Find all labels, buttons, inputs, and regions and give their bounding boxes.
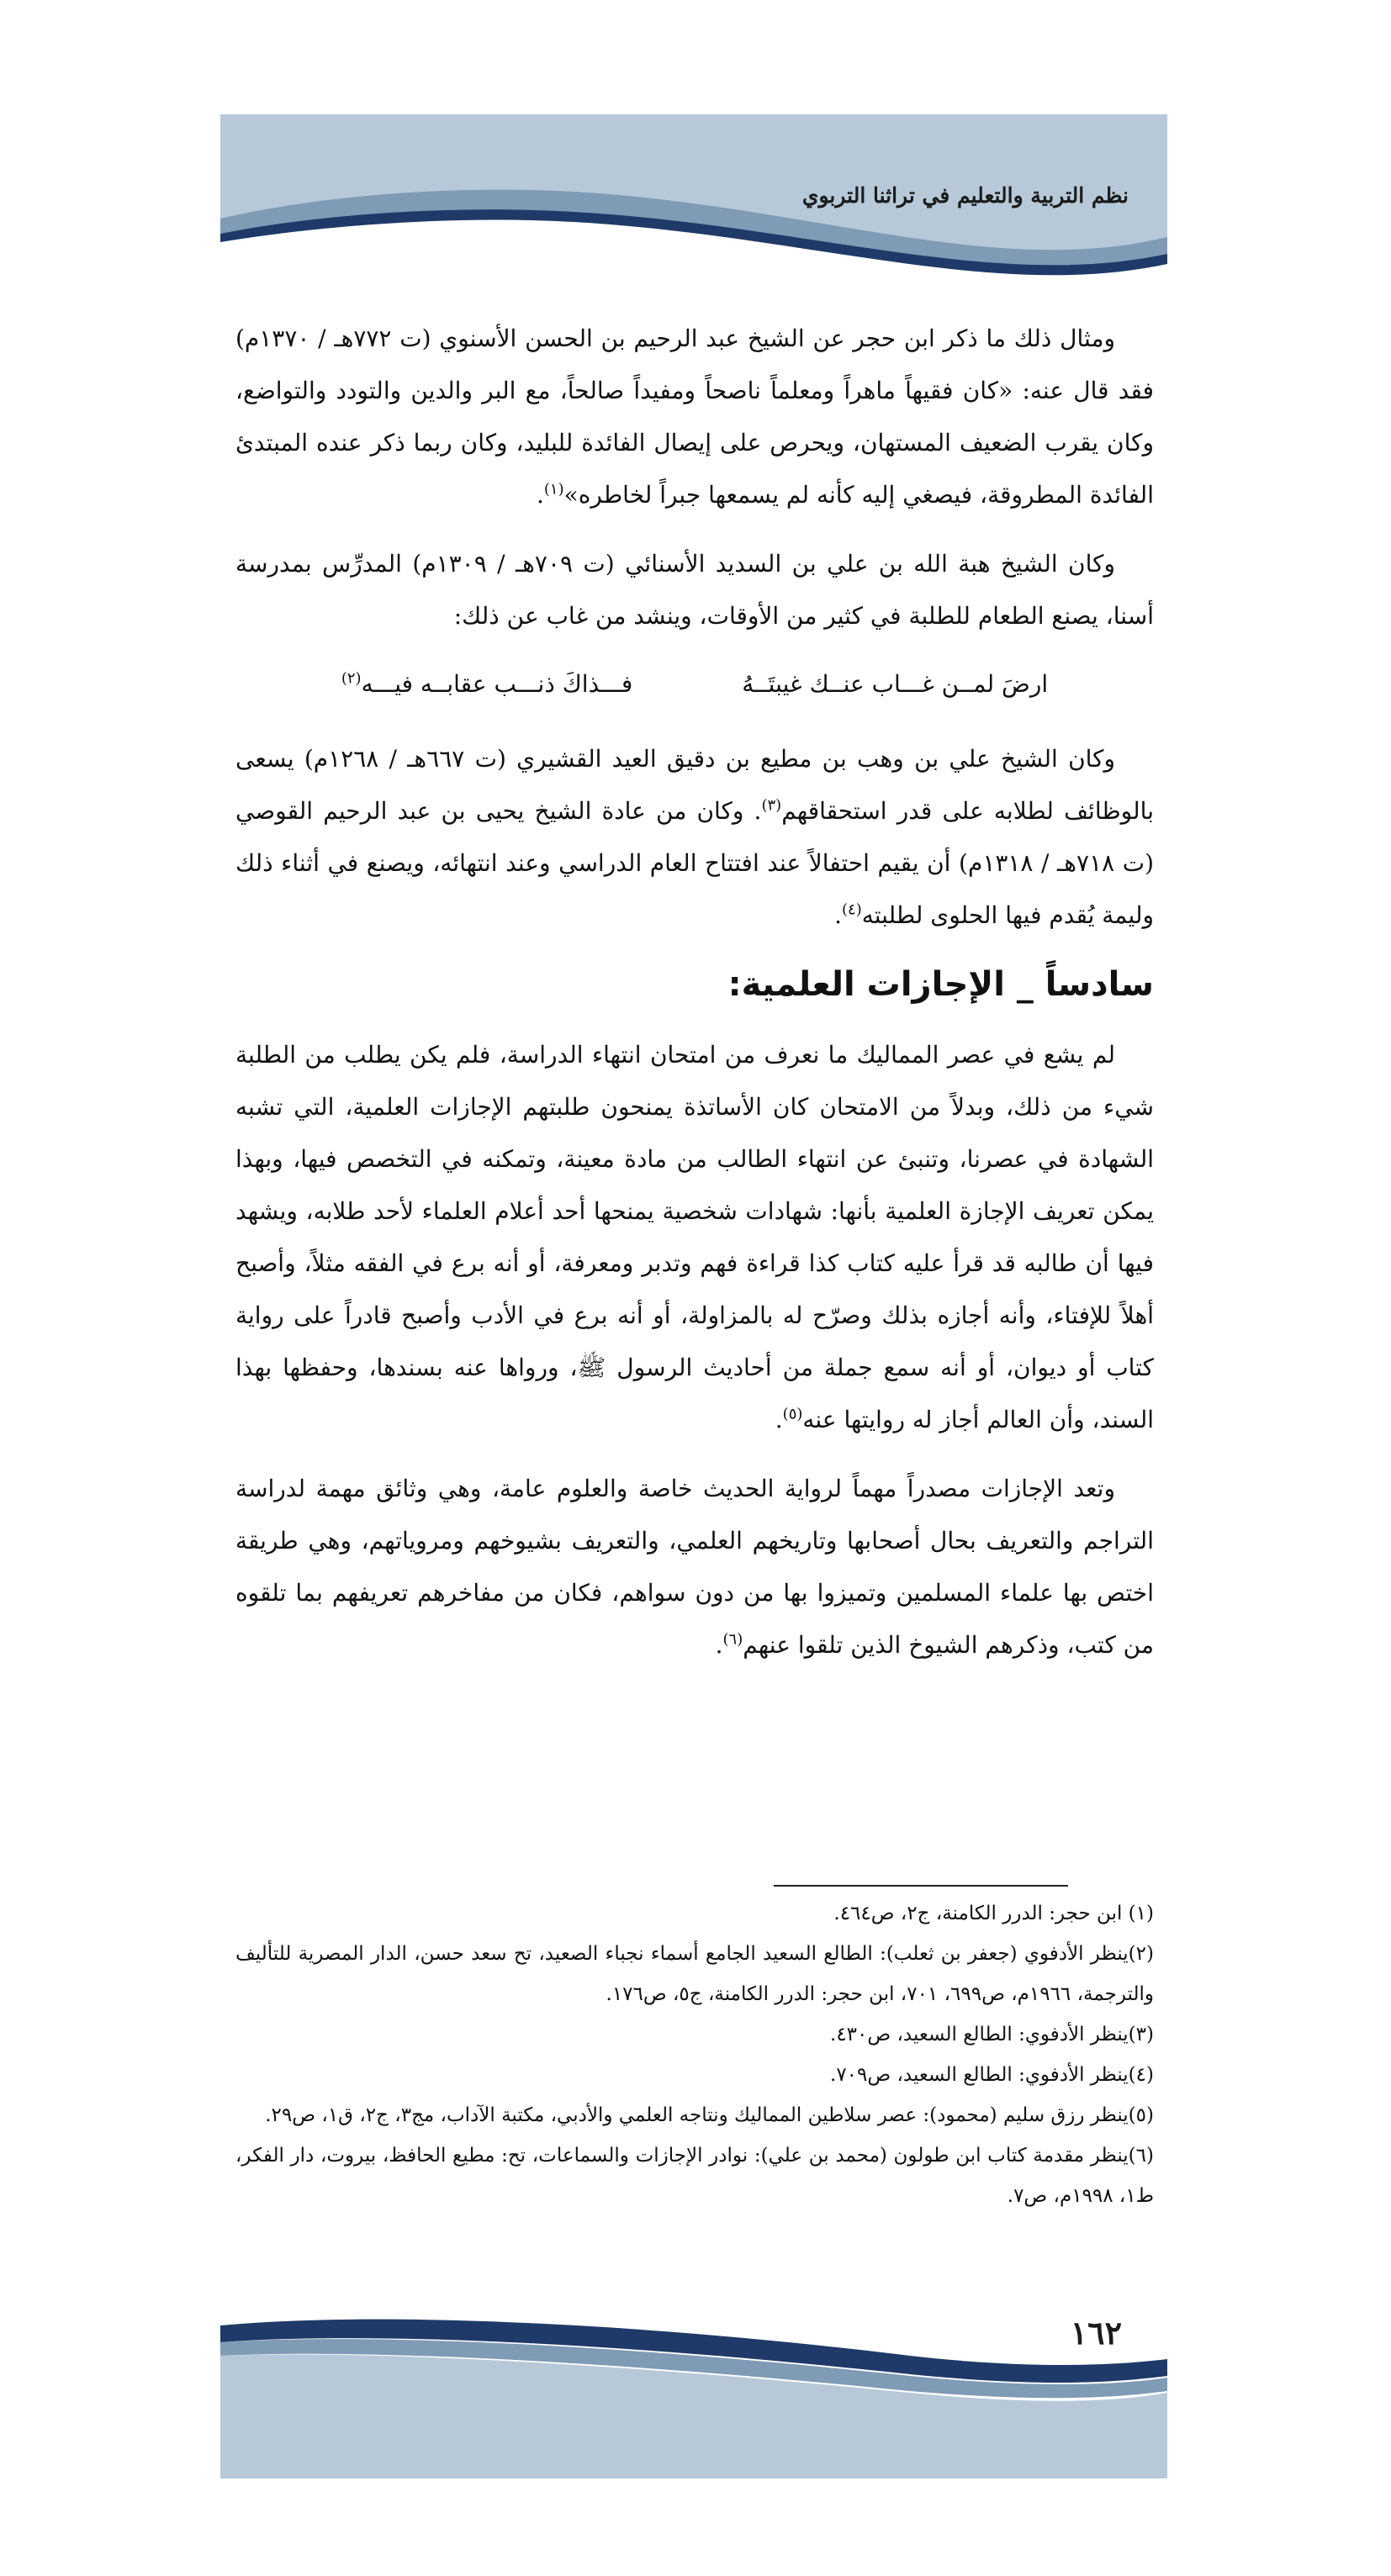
paragraph-asnawi: ومثال ذلك ما ذكر ابن حجر عن الشيخ عبد الرحيم بن الحسن الأسنوي (ت ٧٧٢هـ / ١٣٧٠م) فقد قال عنه: «كان فقيهاً ماهراً ومعلماً ناصحاً ومفيداً صالحاً، مع البر والدين والتودد والتواضع، وكان يقرب الضعيف المستهان، ويحرص على إيصال الفائدة للبليد، وكان ربما ذكر عنده المبتدئ الفائدة المطروقة، فيصغي إليه كأنه لم يسمعها جبراً لخاطره»$^{(١)}$. bbox=[235, 325, 1154, 509]
section-heading: سادساً _ الإجازات العلمية: bbox=[727, 965, 1154, 1004]
footnote-mark-2: (٢) bbox=[341, 669, 362, 688]
footnote-mark-1: (١) bbox=[543, 480, 564, 499]
footnote-mark-5: (٥) bbox=[782, 1405, 803, 1423]
main-text bbox=[235, 313, 1154, 1688]
paragraph-daqiq-al-eid: وكان الشيخ علي بن وهب بن مطيع بن دقيق العيد القشيري (ت ٦٦٧هـ / ١٢٦٨م) يسعى بالوظائف لطلابه على قدر استحقاقهم$^{(٣)}$. وكان من عادة الشيخ يحيى بن عبد الرحيم القوصي (ت ٧١٨هـ / ١٣١٨م) أن يقيم احتفالاً عند افتتاح العام الدراسي وعند انتهائه، ويصنع في أثناء ذلك وليمة يُقدم فيها الحلوى لطلبته$^{(٤)}$. bbox=[235, 745, 1155, 929]
footnote-separator bbox=[774, 1885, 1068, 1887]
paragraph-ijazat-definition: لم يشع في عصر المماليك ما نعرف من امتحان انتهاء الدراسة، فلم يكن يطلب من الطلبة شيء من ذلك، وبدلاً من الامتحان كان الأساتذة يمنحون طلبتهم الإجازات العلمية، التي تشبه الشهادة في عصرنا، وتنبئ عن انتهاء الطالب من مادة معينة، وتمكنه في التخصص فيها، وبهذا يمكن تعريف الإجازة العلمية بأنها: شهادات شخصية يمنحها أحد أعلام العلماء لأحد طلابه، ويشهد فيها أن طالبه قد قرأ عليه كتاب كذا قراءة فهم وتدبر ومعرفة، أو أنه برع في الفقه مثلاً، وأصبح أهلاً للإفتاء، وأنه أجازه بذلك وصرّح له بالمزاولة، أو أنه برع في الأدب وأصبح قادراً على رواية كتاب أو ديوان، أو أنه سمع جملة من أحاديث الرسول ﷺ، ورواها عنه بسندها، وحفظها بهذا السند، وأن العالم أجاز له روايتها عنه$^{(٥)}$. bbox=[235, 1041, 1154, 1433]
paragraph-isnai: وكان الشيخ هبة الله بن علي بن السديد الأسنائي (ت ٧٠٩هـ / ١٣٠٩م) المدرِّس بمدرسة أسنا، يصنع الطعام للطلبة في كثير من الأوقات، وينشد من غاب عن ذلك: bbox=[235, 550, 1154, 630]
verse-first-hemistich: ارضَ لمــن غـــاب عنــك غيبتَــهُ bbox=[742, 670, 1049, 698]
footer-decoration bbox=[220, 2314, 1167, 2478]
page-number: ١٦٢ bbox=[1070, 2314, 1122, 2352]
footnote-5: (٥)ينظر رزق سليم (محمود): عصر سلاطين المماليك ونتاجه العلمي والأدبي، مكتبة الآداب، مج٣، ج٢، ق١، ص٢٩. bbox=[265, 2104, 1154, 2126]
paragraph-ijazat-importance: وتعد الإجازات مصدراً مهماً لرواية الحديث خاصة والعلوم عامة، وهي وثائق مهمة لدراسة التراجم والتعريف بحال أصحابها وتاريخهم العلمي، والتعريف بشيوخهم ومروياتهم، وهي طريقة اختص بها علماء المسلمين وتميزوا بها من دون سواهم، فكان من مفاخرهم تعريفهم بما تلقوه من كتب، وذكرهم الشيوخ الذين تلقوا عنهم$^{(٦)}$. bbox=[235, 1475, 1154, 1659]
footnote-3: (٣)ينظر الأدفوي: الطالع السعيد، ص٤٣٠. bbox=[830, 2024, 1154, 2045]
footnote-2: (٢)ينظر الأدفوي (جعفر بن ثعلب): الطالع السعيد الجامع أسماء نجباء الصعيد، تح سعد حسن، الدار المصرية للتأليف والترجمة، ١٩٦٦م، ص٦٩٩، ٧٠١، ابن حجر: الدرر الكامنة، ج٥، ص١٧٦. bbox=[235, 1943, 1154, 2005]
footnote-mark-3: (٣) bbox=[761, 796, 782, 815]
footnote-mark-6: (٦) bbox=[722, 1630, 743, 1649]
page-footer-band bbox=[220, 2314, 1167, 2478]
verse-second-hemistich: فـــذاكَ ذنـــب عقابــه فيـــه$^{(٢)}$ bbox=[341, 669, 633, 698]
footnote-4: (٤)ينظر الأدفوي: الطالع السعيد، ص٧٠٩. bbox=[830, 2064, 1154, 2086]
page-header-band bbox=[220, 114, 1167, 294]
footnote-6: (٦)ينظر مقدمة كتاب ابن طولون (محمد بن علي): نوادر الإجازات والسماعات، تح: مطيع الحافظ، بيروت، دار الفكر، ط١، ١٩٩٨م، ص٧. bbox=[235, 2145, 1154, 2207]
poetry-verse bbox=[235, 659, 1154, 710]
footnote-mark-4: (٤) bbox=[841, 900, 862, 919]
running-header-title: نظم التربية والتعليم في تراثنا التربوي bbox=[801, 183, 1129, 208]
footnote-1: (١) ابن حجر: الدرر الكامنة، ج٢، ص٤٦٤. bbox=[833, 1903, 1154, 1924]
footnotes bbox=[235, 1893, 1154, 2216]
paragraph-text: ومثال ذلك ما ذكر ابن حجر عن الشيخ عبد الرحيم بن الحسن الأسنوي (ت ٧٧٢هـ / ١٣٧٠م) فقد قال عنه: «كان فقيهاً ماهراً ومعلماً ناصحاً ومفيداً صالحاً، مع البر والدين والتودد والتواضع، وكان يقرب الضعيف المستهان، ويحرص على إيصال الفائدة للبليد، وكان ربما ذكر عنده المبتدئ الفائدة المطروقة، فيصغي إليه كأنه لم يسمعها جبراً لخاطره» bbox=[235, 325, 1154, 509]
